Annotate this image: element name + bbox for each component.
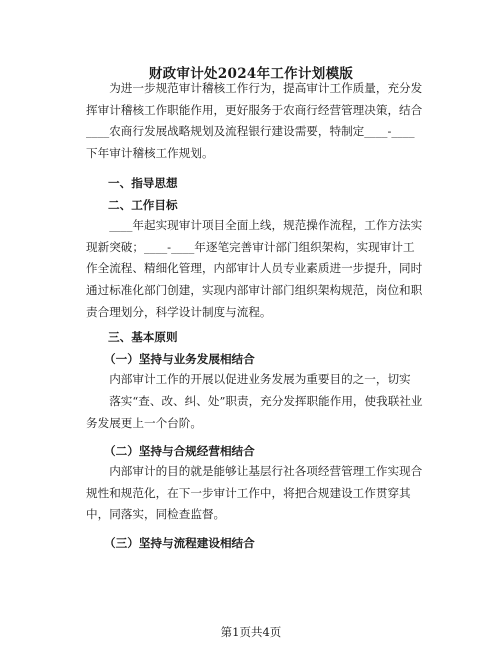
page-number-footer: 第1页共4页 [220,625,282,639]
intro-paragraph: 为进一步规范审计稽核工作行为，提高审计工作质量，充分发挥审计稽核工作职能作用，更好服务于农商行经营管理决策，结合____农商行发展战略规划及流程银行建设需要，特制定____-____下年审计稽核工作规划。 [86,81,423,161]
goals-paragraph: ____年起实现审计项目全面上线，规范操作流程，工作方法实现新突破；____-____年逐笔完善审计部门组织架构，实现审计工作全流程、精细化管理，内部审计人员专业素质进一步提升，同时通过标准化部门创建，实现内部审计部门组织架构规范，岗位和职责合理划分，科学设计制度与流程。 [86,218,423,319]
principle-2-paragraph: 内部审计的目的就是能够让基层行社各项经营管理工作实现合规性和规范化，在下一步审计工作中，将把合规建设工作贯穿其中，同落实，同检查监督。 [86,464,423,522]
principle-1-line-2: 落实“查、改、纠、处”职责，充分发挥职能作用，使我联社业务发展更上一个台阶。 [86,394,423,430]
document-title: 财政审计处2024年工作计划模版 [148,66,354,82]
principle-1-heading: （一）坚持与业务发展相结合 [104,352,255,366]
section-heading-guiding-ideology: 一、指导思想 [108,176,178,190]
section-heading-basic-principles: 三、基本原则 [108,330,178,344]
principle-3-heading: （三）坚持与流程建设相结合 [104,536,255,550]
principle-2-heading: （二）坚持与合规经营相结合 [104,444,255,458]
principle-1-line-1: 内部审计工作的开展以促进业务发展为重要目的之一，切实 [109,372,411,386]
section-heading-work-goals: 二、工作目标 [108,198,178,212]
